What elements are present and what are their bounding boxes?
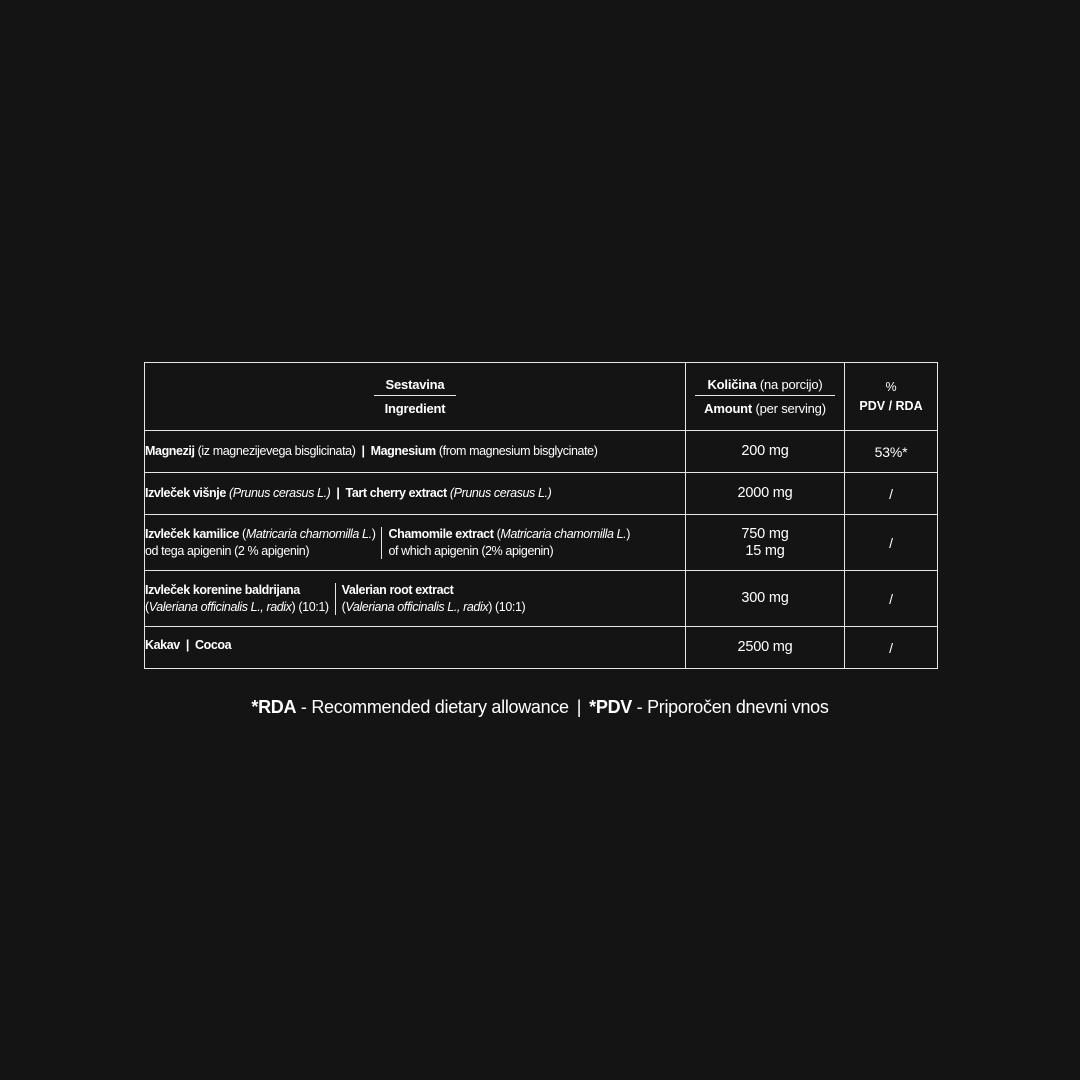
- ingredient-cell: [145, 571, 686, 627]
- rda-header-percent: %: [885, 379, 897, 394]
- divider: [335, 583, 336, 615]
- divider: [381, 527, 382, 559]
- pdv-abbreviation: *PDV: [589, 697, 632, 717]
- table-row: [145, 627, 938, 669]
- ingredient-header-sl: Sestavina: [374, 378, 457, 396]
- amount-header: [686, 363, 845, 431]
- pdv-definition: - Priporočen dnevni vnos: [631, 697, 829, 717]
- amount-cell: 300 mg: [686, 571, 845, 627]
- ingredient-sl: Izvleček korenine baldrijana (Valeriana officinalis L., radix) (10:1): [145, 582, 329, 614]
- table-header-row: [145, 363, 938, 431]
- rda-cell: 53%*: [845, 431, 938, 473]
- amount-header-en: Amount (per serving): [704, 401, 826, 416]
- amount-header-sl: Količina (na porcijo): [695, 378, 834, 396]
- amount-cell: 200 mg: [686, 431, 845, 473]
- ingredient-en: Chamomile extract (Matricaria chamomilla L.) of which apigenin (2% apigenin): [388, 526, 630, 558]
- ingredient-header: [145, 363, 686, 431]
- rda-cell: /: [845, 473, 938, 515]
- table-row: [145, 431, 938, 473]
- rda-cell: /: [845, 515, 938, 571]
- table-row: [145, 515, 938, 571]
- amount-cell: 2500 mg: [686, 627, 845, 669]
- rda-cell: /: [845, 571, 938, 627]
- ingredient-sl: Izvleček kamilice (Matricaria chamomilla L.) od tega apigenin (2 % apigenin): [145, 526, 376, 558]
- ingredient-header-en: Ingredient: [384, 401, 446, 416]
- rda-definition: - Recommended dietary allowance: [296, 697, 569, 717]
- rda-cell: /: [845, 627, 938, 669]
- ingredient-en: Valerian root extract (Valeriana officinalis L., radix) (10:1): [341, 582, 526, 614]
- rda-header: [845, 363, 938, 431]
- table-row: [145, 571, 938, 627]
- footnote: [0, 697, 1080, 718]
- nutrition-table: [144, 362, 938, 669]
- footnote-separator: |: [576, 697, 582, 717]
- rda-header-label: PDV / RDA: [859, 398, 923, 413]
- rda-abbreviation: *RDA: [251, 697, 297, 717]
- amount-cell: 750 mg 15 mg: [686, 515, 845, 571]
- ingredient-cell: Magnezij (iz magnezijevega bisglicinata) | Magnesium (from magnesium bisglycinate): [145, 431, 686, 473]
- ingredient-cell: Izvleček višnje (Prunus cerasus L.) | Tart cherry extract (Prunus cerasus L.): [145, 473, 686, 515]
- amount-cell: 2000 mg: [686, 473, 845, 515]
- ingredient-cell: Kakav | Cocoa: [145, 627, 686, 669]
- ingredient-cell: [145, 515, 686, 571]
- table-row: [145, 473, 938, 515]
